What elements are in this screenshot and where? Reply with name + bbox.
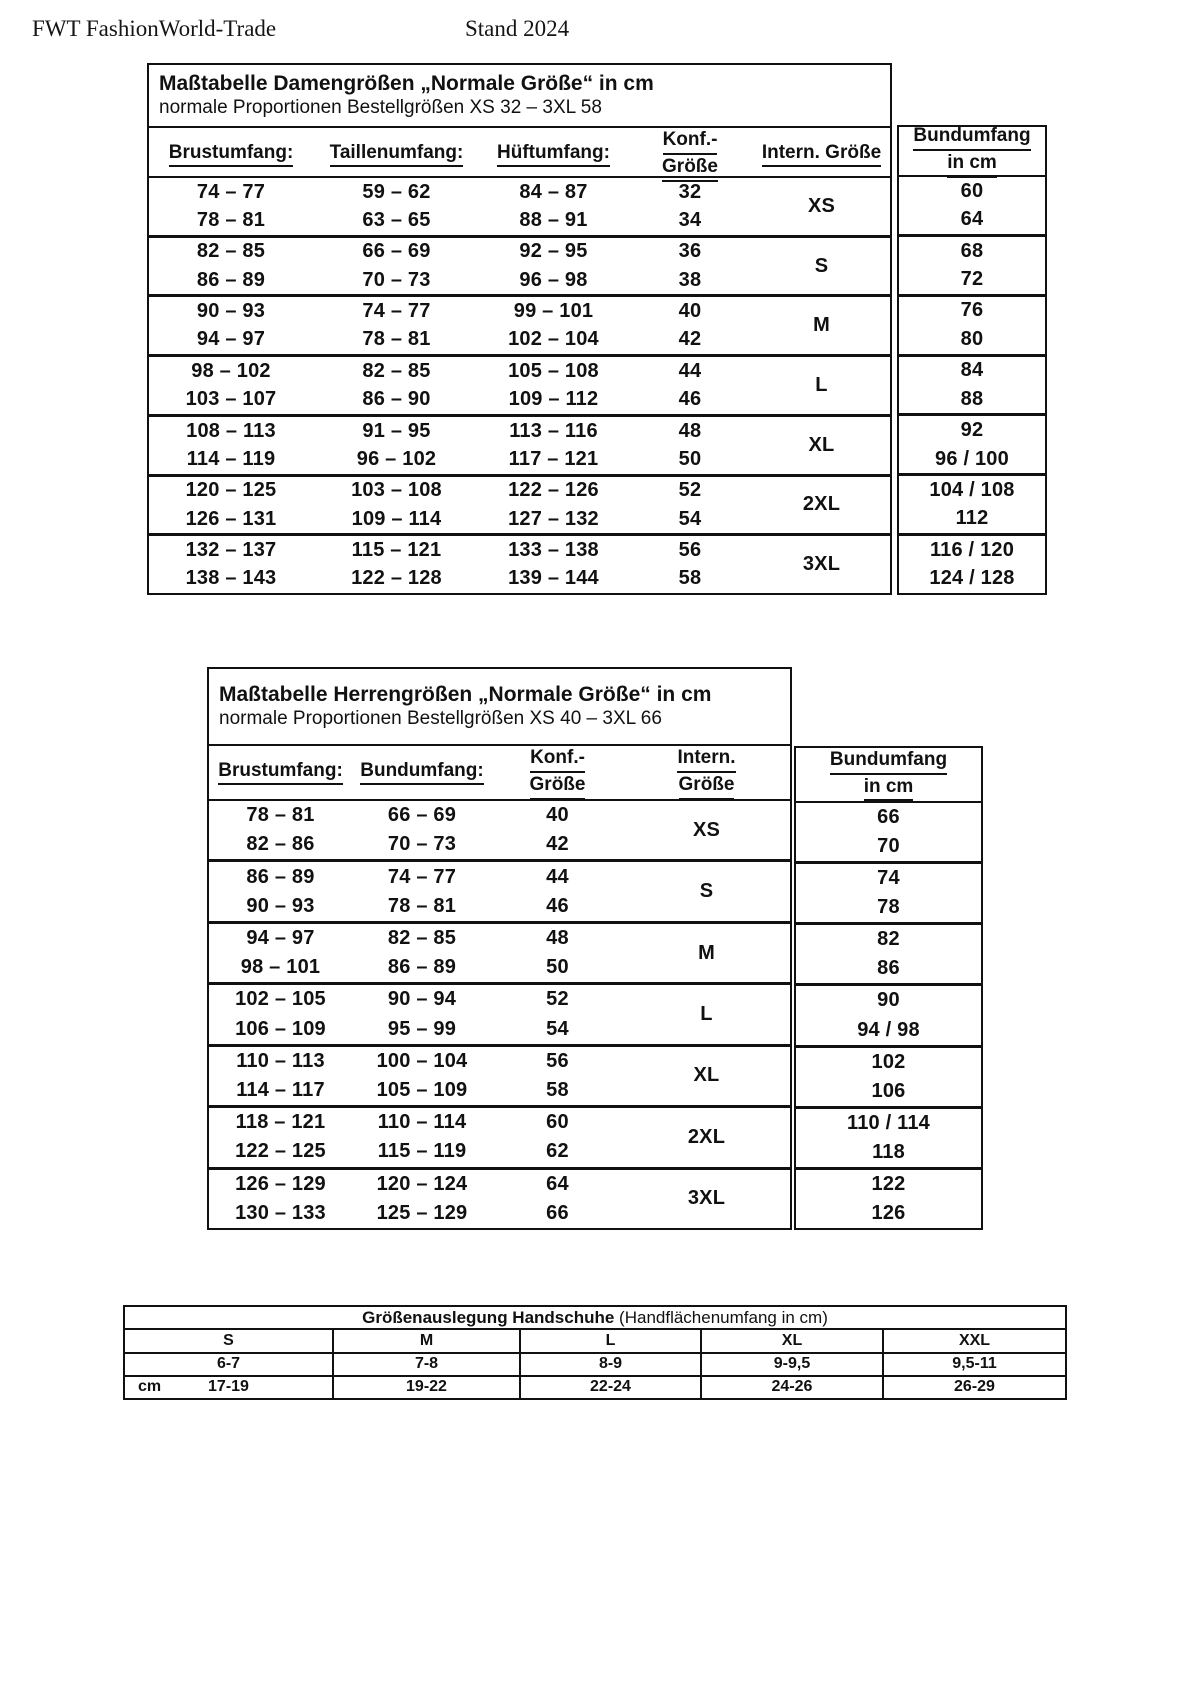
chest-range: 110 – 113	[236, 1049, 325, 1072]
gloves-table-title	[125, 1307, 1065, 1330]
waist-range: 115 – 121	[351, 538, 442, 561]
bund-value: 122	[871, 1172, 906, 1195]
women-bund-column	[897, 125, 1047, 595]
konf-size: 42	[546, 833, 569, 856]
men-table-subtitle: normale Proportionen Bestellgrößen XS 40 – 3XL 66	[219, 708, 662, 730]
bund-value: 66	[877, 806, 900, 829]
gloves-inch-row	[125, 1354, 1065, 1377]
men-size-group-m	[209, 921, 790, 982]
bund-value: 126	[871, 1201, 906, 1224]
glove-range-cm: 22-24	[519, 1377, 700, 1398]
bund-value: 60	[960, 179, 984, 202]
waistband-range: 86 – 89	[387, 956, 457, 979]
waist-range: 86 – 90	[362, 388, 431, 411]
bund-value: 74	[877, 867, 900, 890]
chest-range: 82 – 85	[196, 240, 266, 263]
waistband-range: 115 – 119	[377, 1140, 467, 1163]
column-header-konf	[627, 128, 753, 182]
women-size-group-3xl	[149, 533, 890, 593]
column-header-konf	[492, 746, 623, 800]
column-header-konf-line2: Größe	[662, 155, 718, 182]
column-header-chest: Brustumfang:	[218, 760, 343, 785]
waist-range: 122 – 128	[351, 567, 442, 590]
konf-size: 44	[678, 359, 702, 382]
glove-range-value: 17-19	[208, 1378, 249, 1396]
chest-range: 86 – 89	[246, 865, 315, 888]
konf-size: 40	[678, 300, 702, 323]
bund-group	[796, 983, 981, 1044]
waist-range: 103 – 108	[351, 479, 442, 502]
women-size-group-l	[149, 354, 890, 414]
women-header-row	[149, 128, 890, 178]
chest-range: 90 – 93	[246, 894, 315, 917]
column-header-bund	[899, 127, 1045, 177]
chest-range: 122 – 125	[235, 1140, 326, 1163]
konf-size: 50	[546, 956, 569, 979]
chest-range: 106 – 109	[235, 1017, 326, 1040]
bund-value: 106	[871, 1079, 906, 1102]
men-size-group-xs	[209, 801, 790, 859]
chest-range: 102 – 105	[235, 988, 326, 1011]
chest-range: 82 – 86	[246, 833, 315, 856]
men-table-body	[209, 801, 790, 1228]
column-header-bund	[796, 748, 981, 803]
bund-value: 84	[960, 359, 984, 382]
bund-value: 90	[877, 989, 900, 1012]
glove-range: 9,5-11	[882, 1354, 1065, 1375]
women-size-group-m	[149, 294, 890, 354]
konf-size: 46	[678, 388, 702, 411]
intern-size-label: 3XL	[802, 553, 841, 576]
glove-size-l: L	[519, 1330, 700, 1351]
intern-size-label: XS	[692, 818, 721, 841]
bund-group	[899, 533, 1045, 593]
glove-size-s: S	[223, 1331, 234, 1349]
chest-range: 98 – 101	[240, 956, 321, 979]
hip-range: 117 – 121	[508, 447, 599, 470]
chest-range: 126 – 129	[235, 1172, 326, 1195]
waistband-range: 82 – 85	[387, 926, 457, 949]
chest-range: 103 – 107	[185, 388, 277, 411]
chest-range: 138 – 143	[185, 567, 277, 590]
bund-value: 80	[960, 327, 984, 350]
column-header-bund-line2: in cm	[947, 151, 997, 178]
konf-size: 56	[678, 538, 702, 561]
bund-value: 96 / 100	[935, 447, 1009, 470]
bund-value: 94 / 98	[857, 1018, 920, 1041]
hip-range: 139 – 144	[508, 567, 599, 590]
hip-range: 122 – 126	[508, 479, 599, 502]
bund-value: 78	[877, 896, 900, 919]
bund-value: 70	[877, 835, 900, 858]
gloves-title-bold: Größenauslegung Handschuhe	[362, 1307, 615, 1327]
bund-value: 64	[960, 208, 984, 231]
konf-size: 54	[678, 507, 702, 530]
waist-range: 82 – 85	[362, 359, 431, 382]
women-size-group-xl	[149, 414, 890, 474]
gloves-title-note: (Handflächenumfang in cm)	[614, 1307, 828, 1327]
intern-size-label: M	[813, 314, 830, 337]
waistband-range: 70 – 73	[387, 833, 457, 856]
bund-value: 116 / 120	[929, 538, 1015, 561]
konf-size: 44	[546, 865, 569, 888]
konf-size: 46	[546, 894, 569, 917]
glove-range: 7-8	[332, 1354, 519, 1375]
konf-size: 62	[546, 1140, 569, 1163]
bund-group	[796, 1045, 981, 1106]
column-header-bund-line1: Bundumfang	[830, 748, 947, 775]
women-bund-body	[899, 177, 1045, 593]
gloves-header-row	[125, 1330, 1065, 1353]
bund-value: 68	[960, 239, 984, 262]
intern-size-label: S	[699, 880, 714, 903]
konf-size: 42	[678, 328, 702, 351]
women-size-group-s	[149, 235, 890, 295]
version-label: Stand 2024	[465, 16, 570, 41]
women-main-table	[147, 128, 892, 595]
waist-range: 63 – 65	[362, 209, 431, 232]
glove-range-cm: 24-26	[700, 1377, 882, 1398]
konf-size: 64	[546, 1172, 569, 1195]
chest-range: 74 – 77	[196, 180, 266, 203]
chest-range: 98 – 102	[191, 359, 271, 382]
chest-range: 118 – 121	[235, 1111, 326, 1134]
column-header-konf-line1: Konf.-	[530, 746, 585, 773]
column-header-waist: Taillenumfang:	[330, 142, 464, 167]
bund-group	[796, 1106, 981, 1167]
bund-value: 86	[877, 957, 900, 980]
hip-range: 102 – 104	[508, 328, 599, 351]
women-size-group-xs	[149, 178, 890, 235]
chest-range: 94 – 97	[246, 926, 315, 949]
glove-range: 8-9	[519, 1354, 700, 1375]
column-header-intern: Intern. Größe	[762, 142, 881, 167]
intern-size-label: S	[814, 254, 829, 277]
column-header-waistband: Bundumfang:	[360, 760, 483, 785]
waistband-range: 110 – 114	[377, 1111, 467, 1134]
bund-group	[899, 294, 1045, 354]
glove-size-m: M	[332, 1330, 519, 1351]
chest-range: 90 – 93	[196, 300, 266, 323]
hip-range: 127 – 132	[508, 507, 599, 530]
chest-range: 126 – 131	[185, 507, 277, 530]
hip-range: 84 – 87	[519, 180, 588, 203]
intern-size-label: 2XL	[802, 493, 841, 516]
men-size-table	[207, 667, 983, 1230]
column-header-hip: Hüftumfang:	[497, 142, 610, 167]
bund-value: 104 / 108	[929, 479, 1015, 501]
konf-size: 58	[678, 567, 702, 590]
waist-range: 66 – 69	[362, 240, 431, 263]
chest-range: 130 – 133	[235, 1201, 326, 1224]
chest-range: 86 – 89	[196, 268, 266, 291]
bund-group	[899, 234, 1045, 294]
hip-range: 88 – 91	[519, 209, 588, 232]
waist-range: 74 – 77	[362, 300, 431, 323]
bund-value: 76	[960, 299, 984, 322]
hip-range: 92 – 95	[519, 240, 588, 263]
chest-range: 132 – 137	[185, 538, 277, 561]
gloves-size-table	[123, 1305, 1067, 1400]
bund-group	[899, 413, 1045, 473]
glove-range-cm: 19-22	[332, 1377, 519, 1398]
chest-range: 114 – 119	[186, 447, 276, 470]
intern-size-label: M	[698, 941, 715, 964]
glove-size-xxl: XXL	[882, 1330, 1065, 1351]
women-table-body	[149, 178, 890, 593]
waist-range: 96 – 102	[356, 447, 437, 470]
cm-unit-label: cm	[138, 1378, 162, 1396]
waistband-range: 100 – 104	[376, 1049, 468, 1072]
glove-range: 6-7	[216, 1355, 241, 1373]
women-size-table	[147, 63, 1047, 595]
women-table-title: Maßtabelle Damengrößen „Normale Größe“ in cm	[159, 72, 654, 95]
konf-size: 36	[678, 240, 702, 263]
waist-range: 70 – 73	[362, 268, 431, 291]
bund-group	[796, 922, 981, 983]
konf-size: 54	[546, 1017, 569, 1040]
hip-range: 105 – 108	[508, 359, 599, 382]
column-header-intern	[623, 746, 790, 800]
bund-value: 92	[960, 419, 984, 442]
konf-size: 56	[546, 1049, 569, 1072]
konf-size: 40	[546, 804, 569, 827]
intern-size-label: L	[700, 1002, 713, 1025]
waistband-range: 120 – 124	[376, 1172, 468, 1195]
women-table-title-box	[147, 63, 892, 128]
chest-range: 108 – 113	[186, 419, 276, 442]
waistband-range: 105 – 109	[376, 1079, 468, 1101]
hip-range: 96 – 98	[519, 268, 588, 291]
men-header-row	[209, 746, 790, 801]
chest-range: 78 – 81	[196, 209, 266, 232]
women-size-group-2xl	[149, 474, 890, 534]
intern-size-label: 3XL	[687, 1187, 726, 1210]
bund-value: 124 / 128	[929, 567, 1015, 590]
column-header-chest: Brustumfang:	[169, 142, 294, 167]
intern-size-label: XS	[807, 194, 836, 217]
bund-group	[899, 177, 1045, 234]
bund-value: 72	[960, 268, 984, 290]
konf-size: 48	[546, 926, 569, 949]
men-size-group-s	[209, 859, 790, 920]
glove-range-cm: 26-29	[882, 1377, 1065, 1398]
konf-size: 66	[546, 1201, 569, 1224]
column-header-intern-line2: Größe	[679, 773, 735, 800]
waist-range: 59 – 62	[362, 180, 431, 203]
intern-size-label: XL	[693, 1064, 720, 1087]
waistband-range: 125 – 129	[376, 1201, 468, 1224]
hip-range: 133 – 138	[508, 538, 599, 561]
konf-size: 60	[546, 1111, 569, 1134]
men-main-table	[207, 746, 792, 1230]
hip-range: 113 – 116	[509, 419, 598, 442]
konf-size: 32	[678, 180, 702, 203]
waistband-range: 95 – 99	[387, 1017, 457, 1040]
konf-size: 38	[678, 268, 702, 291]
waistband-range: 90 – 94	[387, 988, 457, 1011]
bund-group	[796, 1167, 981, 1228]
bund-value: 118	[872, 1140, 905, 1163]
konf-size: 58	[546, 1079, 569, 1101]
bund-value: 82	[877, 928, 900, 951]
konf-size: 34	[678, 209, 702, 232]
column-header-konf-line2: Größe	[530, 773, 586, 800]
gloves-cm-row	[125, 1377, 1065, 1398]
konf-size: 48	[678, 419, 702, 442]
konf-size: 52	[546, 988, 569, 1011]
column-header-intern-line1: Intern.	[677, 746, 735, 773]
bund-group	[899, 354, 1045, 414]
chest-range: 94 – 97	[196, 328, 266, 351]
glove-range-cm	[125, 1377, 332, 1398]
hip-range: 109 – 112	[508, 388, 599, 411]
chest-range: 120 – 125	[185, 479, 277, 502]
women-table-subtitle: normale Proportionen Bestellgrößen XS 32 – 3XL 58	[159, 97, 602, 119]
men-bund-body	[796, 803, 981, 1228]
hip-range: 99 – 101	[513, 300, 594, 323]
column-header-bund-line1: Bundumfang	[913, 124, 1030, 151]
men-bund-column	[794, 746, 983, 1230]
waist-range: 91 – 95	[362, 419, 431, 442]
glove-range: 9-9,5	[700, 1354, 882, 1375]
men-table-title-box	[207, 667, 792, 746]
glove-size-xl: XL	[700, 1330, 882, 1351]
chest-range: 114 – 117	[236, 1079, 325, 1101]
konf-size: 50	[678, 447, 702, 470]
men-size-group-3xl	[209, 1167, 790, 1228]
konf-size: 52	[678, 479, 702, 502]
men-table-title: Maßtabelle Herrengrößen „Normale Größe“ in cm	[219, 683, 712, 706]
bund-value: 88	[960, 387, 984, 410]
bund-group	[796, 803, 981, 861]
bund-value: 112	[955, 507, 989, 530]
waistband-range: 74 – 77	[387, 865, 457, 888]
men-size-group-2xl	[209, 1105, 790, 1166]
intern-size-label: XL	[808, 433, 835, 456]
waistband-range: 78 – 81	[387, 894, 457, 917]
column-header-bund-line2: in cm	[864, 775, 914, 802]
waistband-range: 66 – 69	[387, 804, 457, 827]
men-size-group-xl	[209, 1044, 790, 1105]
bund-value: 110 / 114	[846, 1111, 930, 1134]
waist-range: 109 – 114	[351, 507, 442, 530]
bund-value: 102	[871, 1050, 906, 1073]
waist-range: 78 – 81	[362, 328, 431, 351]
intern-size-label: 2XL	[687, 1125, 726, 1148]
chest-range: 78 – 81	[246, 804, 315, 827]
brand-name: FWT FashionWorld-Trade	[32, 16, 277, 41]
intern-size-label: L	[815, 374, 828, 397]
bund-group	[796, 861, 981, 922]
men-size-group-l	[209, 982, 790, 1043]
column-header-konf-line1: Konf.-	[663, 128, 718, 155]
bund-group	[899, 473, 1045, 533]
